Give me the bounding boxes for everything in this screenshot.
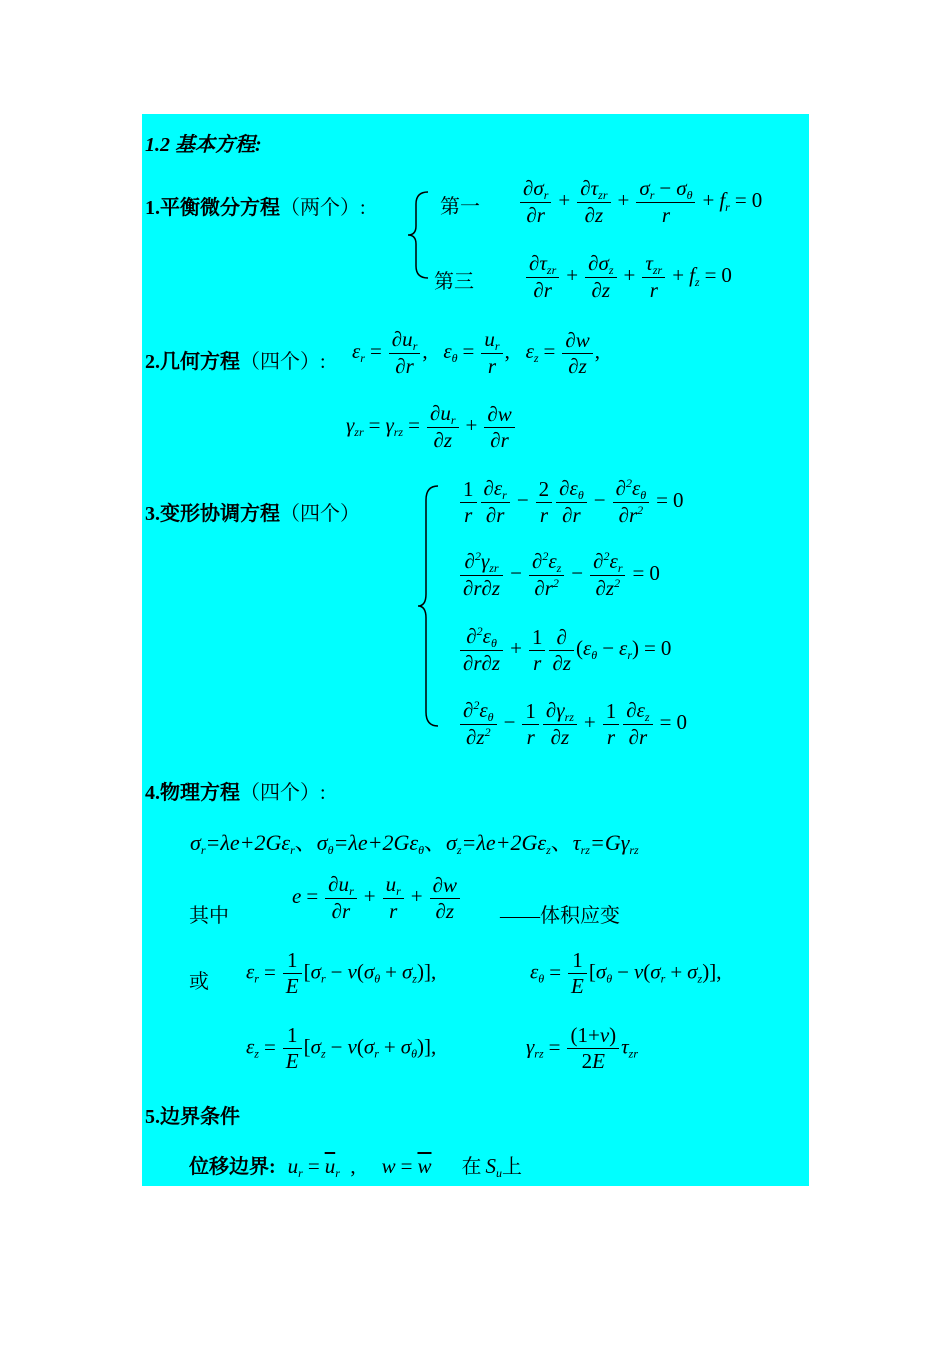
eq-compat-4: $\frac{\partial^2\varepsilon_\theta}{\partial z^2}$ − $\frac{1}{r}$ $\frac{\partial\gamma_{rz}}{\partial z}$ + $\frac{1}{r}$ $\frac{\partial\varepsilon_z}{\partial r}$ = 0 xyxy=(458,698,687,751)
displacement-boundary-row xyxy=(189,1150,522,1181)
sec5-title: 5.边界条件 xyxy=(145,1106,240,1128)
eq-hooke-shear: $\gamma_{rz}$ = $\frac{(1+\nu)}{2E}$ $\tau_{zr}$ xyxy=(526,1023,639,1074)
sec4-title: 4.物理方程 xyxy=(145,782,240,804)
eq-bc-ur: $u_r = \overline{u}_r$ , xyxy=(287,1154,356,1180)
eq-geometry-1: $\varepsilon_r$ = $\frac{\partial u_r}{\partial r}$ , $\varepsilon_\theta$ = $\frac{u_r}{r}$ , $\varepsilon_z$ = $\frac{\partial w}{\partial z}$ , xyxy=(352,327,600,379)
sec1-title-row xyxy=(145,191,366,220)
eq-equilibrium-z: $\frac{\partial\tau_{zr}}{\partial r}$ + $\frac{\partial\sigma_z}{\partial z}$ + $\frac{\tau_{zr}}{r}$ + $f_z = 0$ xyxy=(524,251,732,304)
disp-label: 位移边界: xyxy=(189,1156,276,1178)
eq-hooke-z: $\varepsilon_z$ = $\frac{1}{E}$ $[\sigma_z - \nu(\sigma_r + \sigma_\theta)]$, xyxy=(246,1023,437,1074)
eq-bc-w: $w = \overline{w}$ xyxy=(381,1154,432,1178)
sec3-brace xyxy=(414,484,444,728)
sec1-title: 1.平衡微分方程 xyxy=(145,197,280,219)
on-prefix: 在 xyxy=(461,1156,482,1178)
eq-compat-3: $\frac{\partial^2\varepsilon_\theta}{\partial r\partial z}$ + $\frac{1}{r}$ $\frac{\partial}{\partial z}$ $(\varepsilon_\theta - \varepsilon_r) = 0$ xyxy=(458,624,671,677)
sec4-title-row xyxy=(145,776,326,805)
eq-hooke-r: $\varepsilon_r$ = $\frac{1}{E}$ $[\sigma_r - \nu(\sigma_\theta + \sigma_z)]$, xyxy=(246,948,437,999)
sec2-title: 2.几何方程 xyxy=(145,351,240,373)
sec2-title-row xyxy=(145,345,326,374)
sec4-note: （四个）: xyxy=(240,782,326,804)
sec3-title-row xyxy=(145,497,360,526)
eq-equilibrium-r: $\frac{\partial\sigma_r}{\partial r}$ + $\frac{\partial\tau_{zr}}{\partial z}$ + $\frac{\sigma_r - \sigma_\theta}{r}$ + $f_r = 0$ xyxy=(518,176,762,229)
section-heading: 1.2 基本方程: xyxy=(145,134,262,156)
eq-compat-2: $\frac{\partial^2\gamma_{zr}}{\partial r\partial z}$ − $\frac{\partial^2\varepsilon_z}{\partial r^2}$ − $\frac{\partial^2\varepsilon_r}{\partial z^2}$ = 0 xyxy=(458,549,660,602)
sec1-note: （两个）: xyxy=(280,197,366,219)
sec1-brace xyxy=(404,190,434,280)
eq-physics-row: $\sigma_r=\lambda e+2G\varepsilon_r$、$\sigma_\theta=\lambda e+2G\varepsilon_\theta$、$\sigma_z=\lambda e+2G\varepsilon_z$、$\tau_{rz}=G\gamma_{rz}$ xyxy=(190,830,639,857)
eq-volumetric: e = $\frac{\partial u_r}{\partial r}$ + $\frac{u_r}{r}$ + $\frac{\partial w}{\partial z}$ xyxy=(292,872,462,925)
sec3-note: （四个） xyxy=(280,503,360,525)
sec1-label-third: 第三 xyxy=(434,271,474,293)
where-label: 其中 xyxy=(189,905,229,927)
boundary-su: $S_u$ xyxy=(485,1154,502,1180)
sec1-label-first: 第一 xyxy=(440,196,480,218)
sec2-note: （四个）: xyxy=(240,351,326,373)
eq-hooke-theta: $\varepsilon_\theta$ = $\frac{1}{E}$ $[\sigma_\theta - \nu(\sigma_r + \sigma_z)]$, xyxy=(530,948,722,999)
volumetric-strain-label: ——体积应变 xyxy=(500,905,620,927)
on-suffix: 上 xyxy=(501,1156,522,1178)
or-label: 或 xyxy=(189,971,209,993)
eq-compat-1: $\frac{1}{r}$ $\frac{\partial\varepsilon_r}{\partial r}$ − $\frac{2}{r}$ $\frac{\partial\varepsilon_\theta}{\partial r}$ − $\frac{\partial^2\varepsilon_\theta}{\partial r^2}$ = 0 xyxy=(458,476,684,529)
sec3-title: 3.变形协调方程 xyxy=(145,503,280,525)
eq-geometry-2: $\gamma_{zr} = \gamma_{rz}$ = $\frac{\partial u_r}{\partial z}$ + $\frac{\partial w}{\partial r}$ xyxy=(346,401,517,454)
